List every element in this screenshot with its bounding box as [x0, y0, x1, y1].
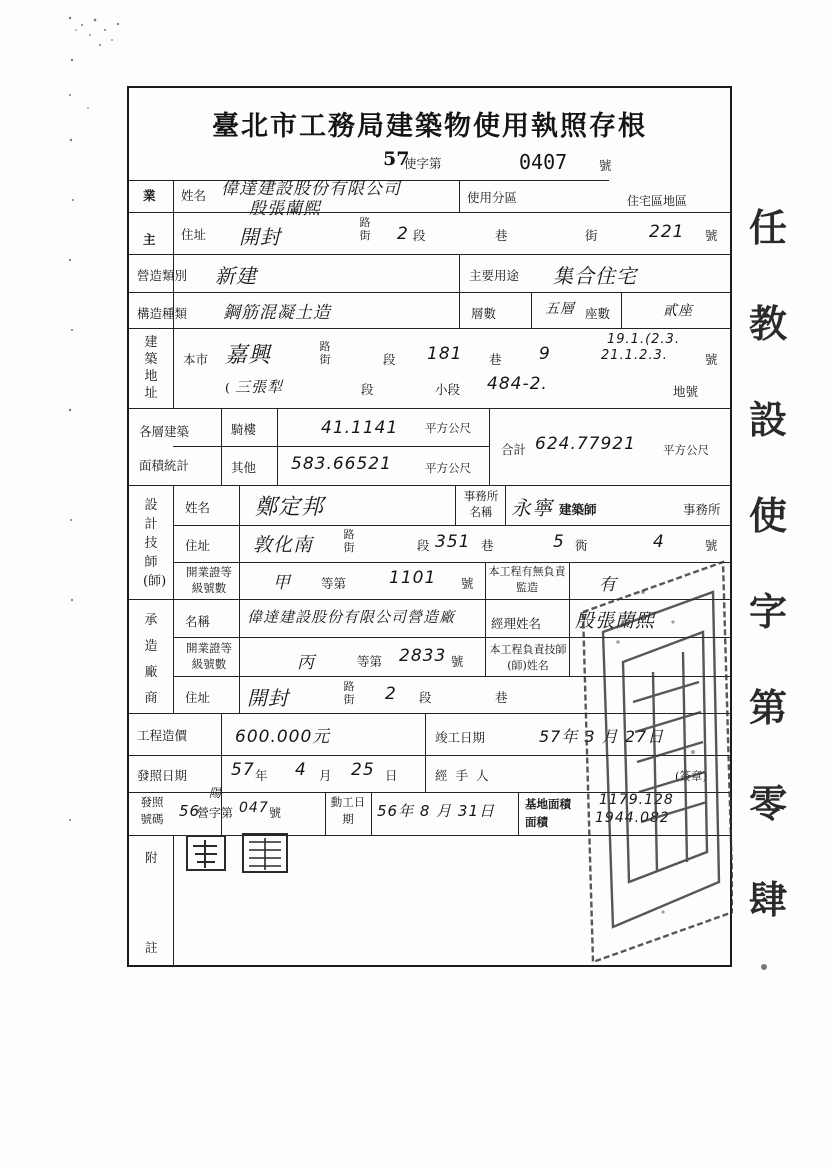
permit-number: 0407: [519, 150, 568, 174]
owner-addr-road: 開封: [239, 225, 281, 249]
designer-addr-st: 5: [553, 532, 565, 552]
designer-label: 設計技師(師): [143, 498, 167, 589]
site-lot: 484-2.: [487, 374, 548, 394]
designer-name-value: 鄭定邦: [255, 495, 325, 520]
blocks-label: 座數: [585, 306, 611, 321]
building-permit-word: 營字第: [197, 806, 234, 820]
issue-day-unit: 日: [385, 768, 398, 783]
owner-name-label: 姓名: [181, 188, 207, 203]
sign-label: (簽章): [675, 769, 707, 783]
owner-name-value1: 偉達建設股份有限公司: [221, 179, 401, 199]
contractor-license-suffix: 號: [451, 654, 464, 669]
remarks-label-bottom: 註: [145, 940, 158, 955]
contractor-addr-rd-label: 路 街: [343, 680, 355, 706]
total-unit: 平方公尺: [663, 443, 709, 457]
designer-addr-lane-label: 巷: [481, 538, 494, 553]
designer-license-suffix: 號: [461, 576, 474, 591]
structure-value: 鋼筋混凝土造: [223, 303, 331, 323]
done-value: 57年 3 月 27日: [539, 727, 665, 746]
owner-addr-seg: 2: [397, 224, 409, 244]
floors-label: 層數: [471, 306, 497, 321]
arcade-unit: 平方公尺: [425, 421, 471, 435]
site-seg-label: 段: [383, 352, 396, 367]
issue-month-unit: 月: [319, 768, 332, 783]
other-label: 其他: [231, 460, 257, 475]
structure-label: 構造種類: [137, 306, 188, 321]
contractor-license-grade: 丙: [297, 653, 315, 673]
site-road-label: 路 街: [319, 340, 331, 366]
margin-text: [738, 180, 798, 948]
site-area-label2: 面積: [525, 815, 548, 829]
floors-value: 五層: [545, 301, 575, 317]
contractor-name-value: 偉達建設股份有限公司營造廠: [247, 608, 456, 626]
contractor-addr-label: 住址: [185, 690, 211, 705]
building-permit-pre: 56: [179, 802, 201, 820]
site-lane: 181: [427, 344, 463, 364]
other-value: 583.66521: [291, 454, 392, 474]
handler-label: 經手人: [435, 768, 497, 783]
area-label2: 面積統計: [139, 458, 190, 473]
issue-year-unit: 年: [255, 768, 268, 783]
margin-char: 任: [748, 205, 787, 250]
margin-char: 零: [748, 781, 787, 826]
building-permit-suffix: 號: [269, 806, 282, 820]
contractor-license-label: 開業證等級號數: [186, 641, 232, 671]
owner-label-bottom: 主: [143, 232, 156, 247]
owner-label-top: 業: [143, 188, 156, 203]
cost-value: 600.000元: [235, 727, 331, 747]
site-area-label1: 基地面積: [525, 797, 571, 811]
contractor-tech-label: 本工程負責技師(師)姓名: [489, 643, 567, 672]
designer-license-grade: 甲: [273, 573, 291, 593]
permit-year: 57: [383, 148, 410, 170]
main-use-label: 主要用途: [469, 268, 520, 283]
start-label: 動工日期: [330, 795, 366, 826]
issue-year: 57: [231, 760, 255, 780]
official-seal: [523, 552, 733, 962]
construction-type-value: 新建: [215, 264, 257, 288]
designer-addr-road: 敦化南: [253, 534, 314, 556]
supervise-label: 本工程有無負責監造: [488, 565, 566, 594]
building-permit-label: 發照號碼: [140, 795, 164, 826]
designer-addr-seg-label: 段: [417, 538, 430, 553]
contractor-name-label: 名稱: [185, 614, 211, 629]
designer-addr-no-label: 號: [705, 538, 718, 553]
arcade-value: 41.1141: [321, 418, 399, 438]
designer-license-label: 開業證等級號數: [186, 565, 232, 595]
margin-char: 第: [748, 685, 787, 730]
site-city: 本市: [183, 352, 209, 367]
designer-license-no: 1101: [389, 568, 437, 588]
contractor-addr-road: 開封: [247, 686, 289, 710]
site-road: 嘉興: [225, 343, 272, 368]
start-value: 56年 8 月 31日: [377, 802, 496, 820]
owner-addr-no: 221: [649, 222, 685, 242]
construction-type-label: 營造類別: [137, 268, 188, 283]
total-label: 合計: [501, 442, 527, 457]
form-title: 臺北市工務局建築物使用執照存根: [212, 111, 647, 142]
contractor-addr-lane-label: 巷: [495, 690, 508, 705]
designer-office-label: 事務所名稱: [463, 489, 499, 519]
margin-char: 設: [748, 397, 787, 442]
other-unit: 平方公尺: [425, 461, 471, 475]
area-label1: 各層建築: [139, 424, 190, 439]
site-nos-label: 號: [705, 352, 718, 367]
margin-char: 使: [748, 493, 787, 538]
blocks-value: 貳座: [663, 303, 693, 319]
designer-addr-rd-label: 路 街: [343, 528, 355, 554]
margin-char: 教: [748, 301, 787, 346]
zone-label: 使用分區: [467, 190, 518, 205]
permit-suffix: 號: [599, 158, 612, 173]
total-value: 624.77921: [535, 434, 636, 454]
issue-label: 發照日期: [137, 768, 188, 783]
owner-addr-rd-label: 路 街: [359, 216, 371, 242]
site-district: 三張犁: [235, 378, 284, 396]
designer-office-suffix: 建築師: [559, 502, 597, 517]
contractor-label: 承造廠商: [144, 613, 158, 706]
issue-month: 4: [295, 760, 307, 780]
owner-addr-label: 住址: [181, 227, 207, 242]
margin-char: 肆: [748, 877, 787, 922]
designer-office-end: 事務所: [683, 502, 721, 517]
site-nos-top: 19.1.(2.3.: [607, 332, 680, 347]
designer-license-word: 等第: [321, 576, 347, 591]
designer-addr-st-label: 衖: [575, 538, 588, 553]
zone-value: 住宅區地區: [627, 194, 688, 208]
designer-addr-no: 4: [653, 532, 665, 552]
contractor-manager-label: 經理姓名: [491, 616, 542, 631]
designer-office-value: 永寧: [511, 496, 553, 520]
contractor-addr-seg: 2: [385, 684, 397, 704]
site-subsec-label: 小段: [435, 382, 461, 397]
cost-label: 工程造價: [137, 728, 188, 743]
site-lot-label: 地號: [673, 384, 699, 399]
done-label: 竣工日期: [435, 730, 486, 745]
issue-day: 25: [351, 760, 375, 780]
supervise-value: 有: [599, 575, 617, 595]
building-permit-no: 047: [239, 800, 269, 816]
owner-addr-st-label: 街: [585, 228, 598, 243]
contractor-license-no: 2833: [399, 646, 447, 666]
designer-addr-lane: 351: [435, 532, 471, 552]
seal-stamps: [185, 832, 295, 876]
permit-word: 使字第: [404, 156, 442, 171]
site-lane-label: 巷: [489, 352, 502, 367]
designer-addr-label: 住址: [185, 538, 211, 553]
site-label: 建築地址: [144, 335, 158, 401]
site-alley: 9: [539, 344, 551, 364]
margin-char: 字: [748, 589, 787, 634]
permit-form: 臺北市工務局建築物使用執照存根 57 使字第 0407 號 業 主 姓名 偉達建設股份有限公司 殷張蘭熙 使用分區 住宅區地區 住址 開封 路 街 2 段 巷 街 221 號 營造類別 新建 主要用途 集合住宅 構造種類 鋼筋混凝土造 層數 五層 座數 貳座 建築地址 本市 嘉興 路 街 段 181 巷 9 19.1.(2.3. 21.1.2.3. 號 ( 三張犁 段 小段 484-2. 地號 各層建築 面積統計 騎樓 41.1141 平方公尺 其他 583.66521 平方公尺 合計 624.77921 平方公尺 設計技師(師) 姓名 鄭定邦 事務所名稱 永寧 建築師 事務所 住址 敦化南 路 街 段 351 巷 5 衖 4 號 開業證等級號數 甲 等第 1101 號 本工程有無負責監造 有 承造廠商 名稱 偉達建設股份有限公司營造廠 經理姓名 殷張蘭熙 開業證等級號數 丙 等第 2833 號 本工程負責技師(師)姓名 住址 開封 路 街 2 段 巷 工程造價 600.000元 竣工日期 57年 3 月 27日 發照日期 57 年 4 月 25 日 經手人 (簽章) 發照號碼 56 營字第 047 號 陽 動工日期 56年 8 月 31日 基地面積 面積 1179.128 1944.082 附 註: [127, 86, 732, 967]
owner-name-value2: 殷張蘭熙: [249, 199, 321, 219]
owner-addr-lane-label: 巷: [495, 228, 508, 243]
contractor-license-word: 等第: [357, 654, 383, 669]
site-district-label: 段: [361, 382, 374, 397]
owner-addr-no-label: 號: [705, 228, 718, 243]
arcade-label: 騎樓: [231, 422, 257, 437]
site-nos-bottom: 21.1.2.3.: [601, 348, 668, 363]
remarks-label-top: 附: [145, 850, 158, 865]
designer-name-label: 姓名: [185, 500, 211, 515]
main-use-value: 集合住宅: [553, 264, 637, 288]
site-area-value2: 1944.082: [595, 810, 670, 826]
site-area-value1: 1179.128: [599, 792, 674, 808]
owner-addr-seg-label: 段: [413, 228, 426, 243]
contractor-addr-seg-label: 段: [419, 690, 432, 705]
building-permit-note: 陽: [209, 786, 223, 800]
contractor-manager-value: 殷張蘭熙: [575, 610, 656, 632]
